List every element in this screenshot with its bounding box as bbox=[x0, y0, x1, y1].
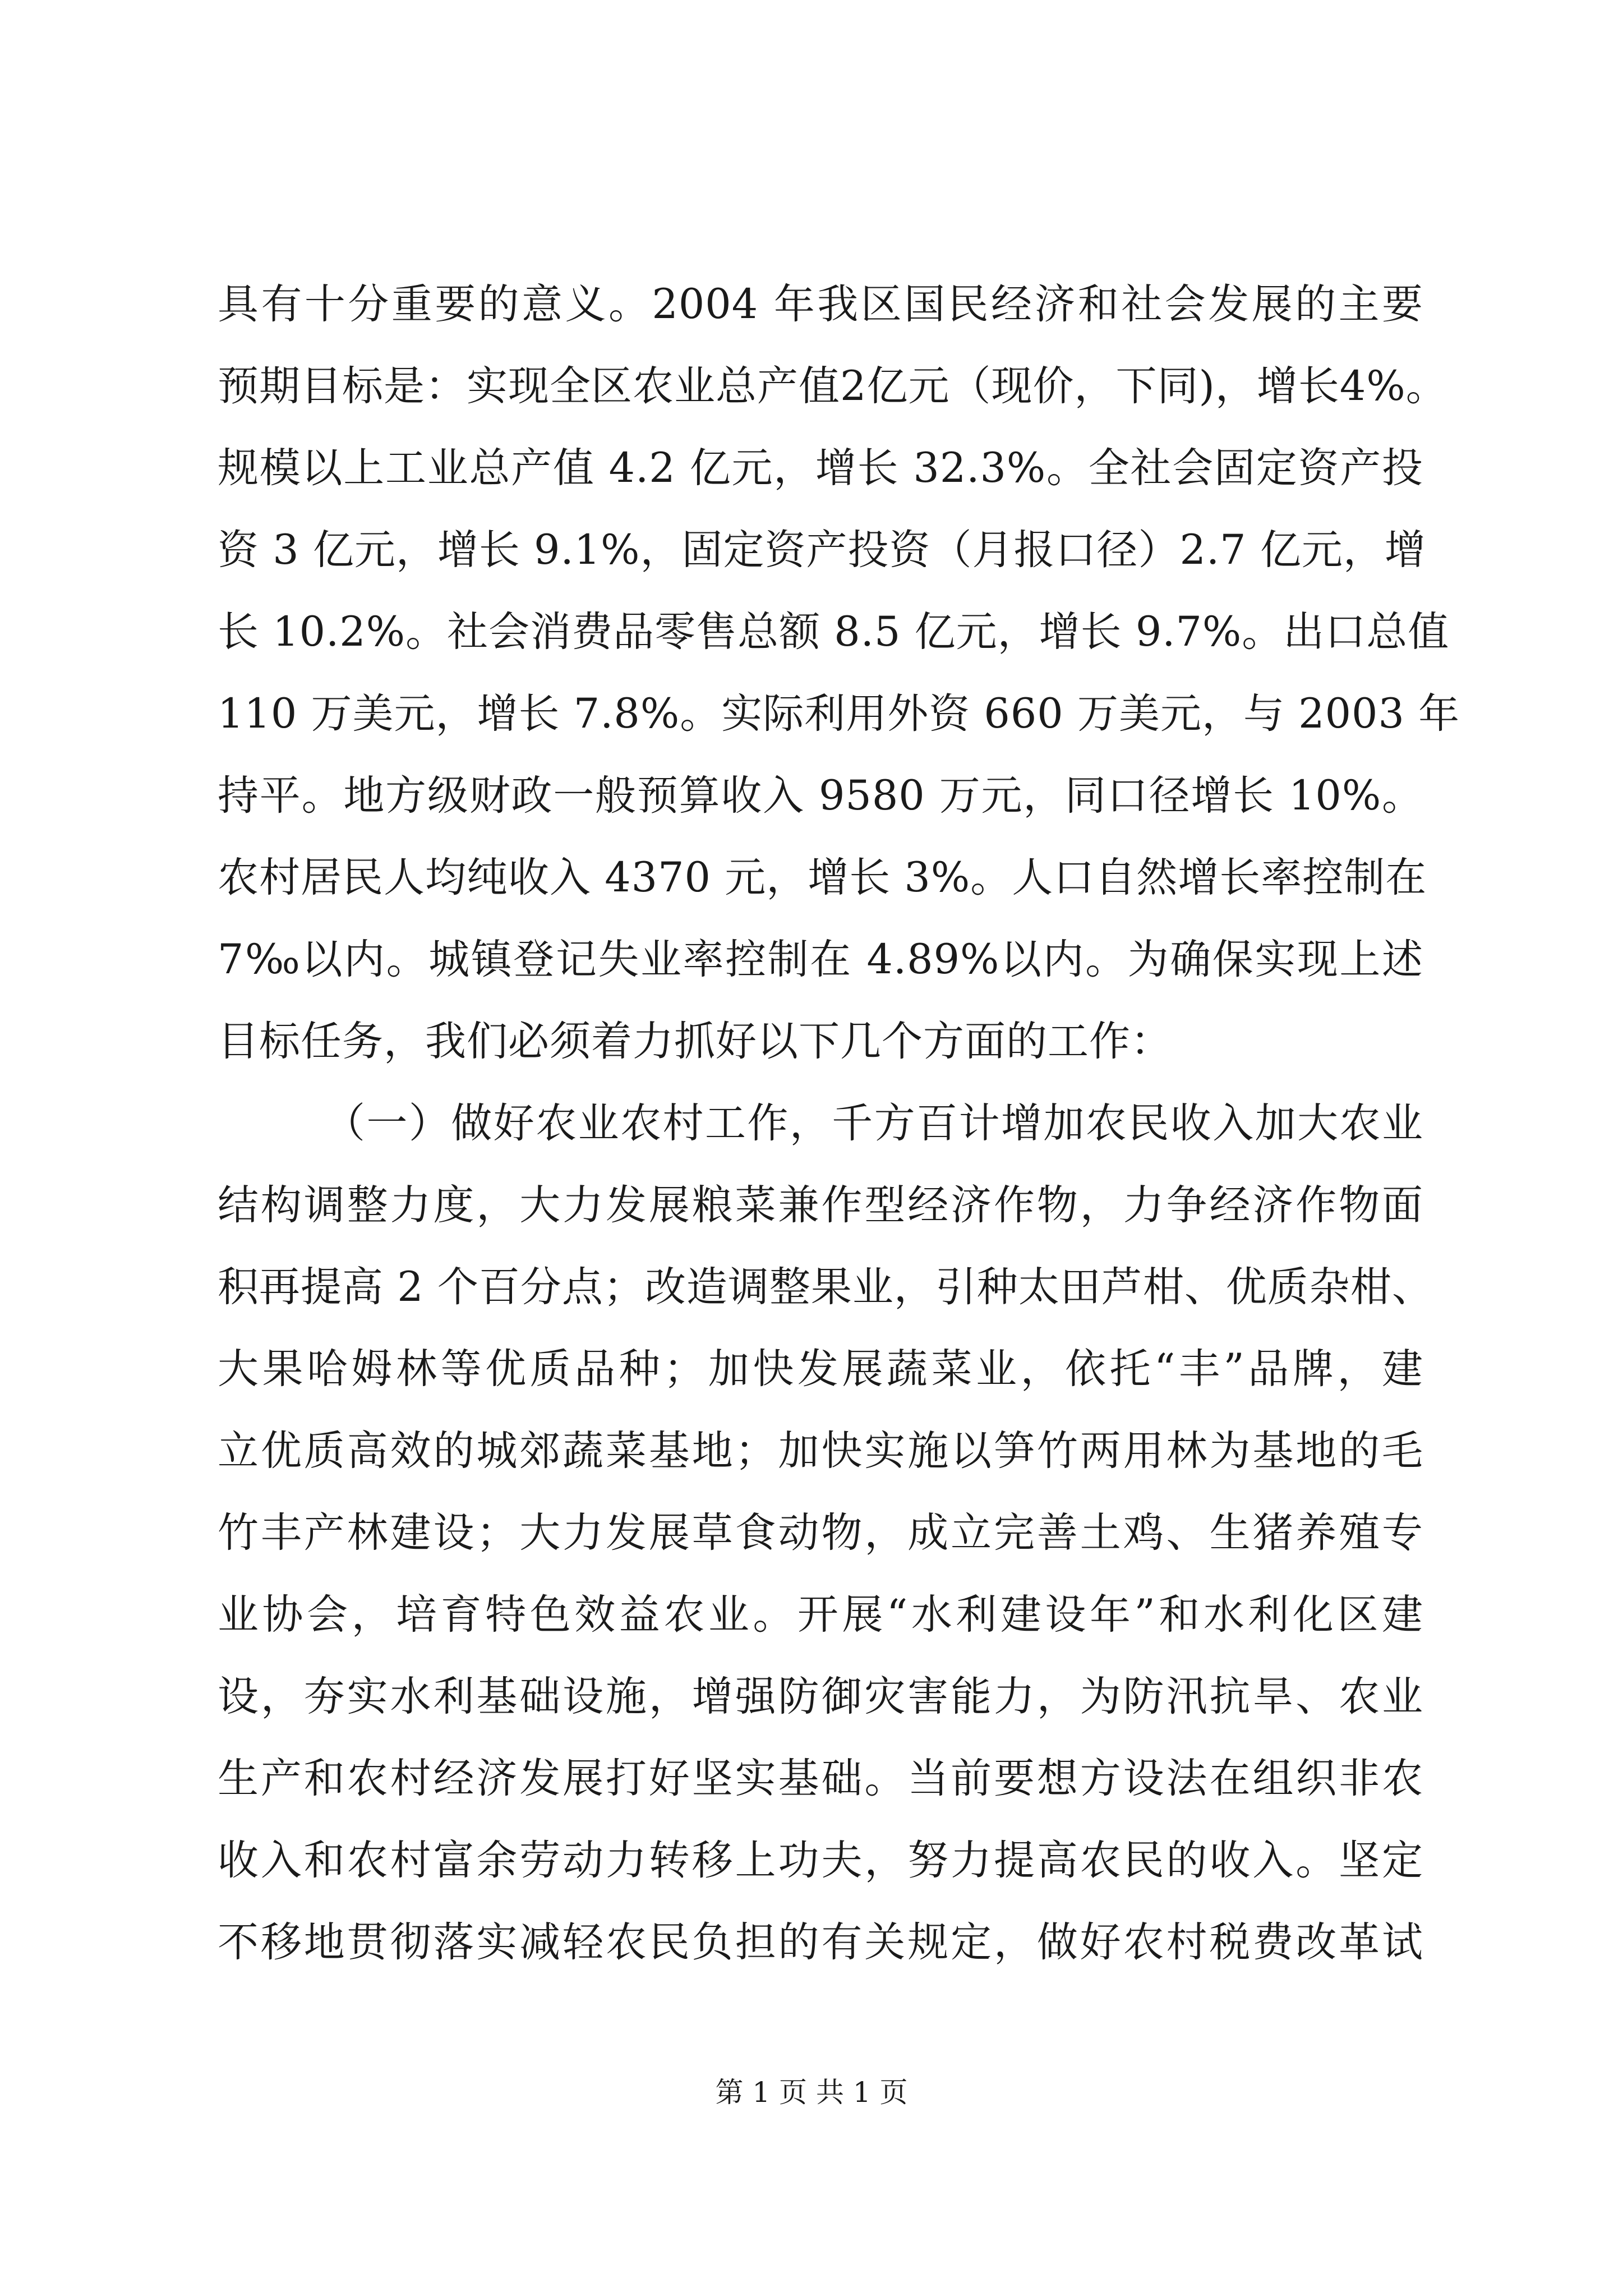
text-line: 立优质高效的城郊蔬菜基地；加快实施以笋竹两用林为基地的毛 bbox=[218, 1427, 1423, 1475]
text-line: 长 10.2%。社会消费品零售总额 8.5 亿元，增长 9.7%。出口总值 bbox=[218, 608, 1450, 656]
text-line: 7‰以内。城镇登记失业率控制在 4.89%以内。为确保实现上述 bbox=[218, 936, 1423, 983]
text-line: 积再提高 2 个百分点；改造调整果业，引种太田芦柑、优质杂柑、 bbox=[218, 1263, 1433, 1311]
section-heading-line: （一）做好农业农村工作，千方百计增加农民收入加大农业 bbox=[324, 1099, 1423, 1147]
text-line: 大果哈姆林等优质品种；加快发展蔬菜业，依托“丰”品牌，建 bbox=[218, 1345, 1423, 1393]
text-line: 竹丰产林建设；大力发展草食动物，成立完善土鸡、生猪养殖专 bbox=[218, 1509, 1423, 1557]
text-line: 业协会，培育特色效益农业。开展“水利建设年”和水利化区建 bbox=[218, 1591, 1423, 1639]
text-line: 规模以上工业总产值 4.2 亿元，增长 32.3%。全社会固定资产投 bbox=[218, 444, 1423, 492]
text-line: 持平。地方级财政一般预算收入 9580 万元，同口径增长 10%。 bbox=[218, 772, 1423, 820]
body-text bbox=[218, 264, 1460, 1984]
text-line: 农村居民人均纯收入 4370 元，增长 3%。人口自然增长率控制在 bbox=[218, 854, 1427, 901]
text-line: 收入和农村富余劳动力转移上功夫，努力提高农民的收入。坚定 bbox=[218, 1837, 1423, 1884]
text-line: 不移地贯彻落实减轻农民负担的有关规定，做好农村税费改革试 bbox=[218, 1918, 1423, 1966]
text-line: 结构调整力度，大力发展粮菜兼作型经济作物，力争经济作物面 bbox=[218, 1181, 1423, 1229]
page-footer bbox=[0, 2076, 1623, 2109]
text-line: 设，夯实水利基础设施，增强防御灾害能力，为防汛抗旱、农业 bbox=[218, 1673, 1423, 1720]
text-line: 目标任务，我们必须着力抓好以下几个方面的工作： bbox=[218, 1018, 1172, 1065]
text-line: 资 3 亿元，增长 9.1%，固定资产投资（月报口径）2.7 亿元，增 bbox=[218, 526, 1426, 574]
text-line: 110 万美元，增长 7.8%。实际利用外资 660 万美元，与 2003 年 bbox=[218, 690, 1460, 738]
page-number-label: 第 1 页 共 1 页 bbox=[715, 2076, 908, 2109]
text-line: 具有十分重要的意义。2004 年我区国民经济和社会发展的主要 bbox=[218, 280, 1423, 328]
text-line: 生产和农村经济发展打好坚实基础。当前要想方设法在组织非农 bbox=[218, 1755, 1423, 1802]
text-line: 预期目标是：实现全区农业总产值2亿元（现价，下同)，增长4%。 bbox=[218, 362, 1447, 410]
